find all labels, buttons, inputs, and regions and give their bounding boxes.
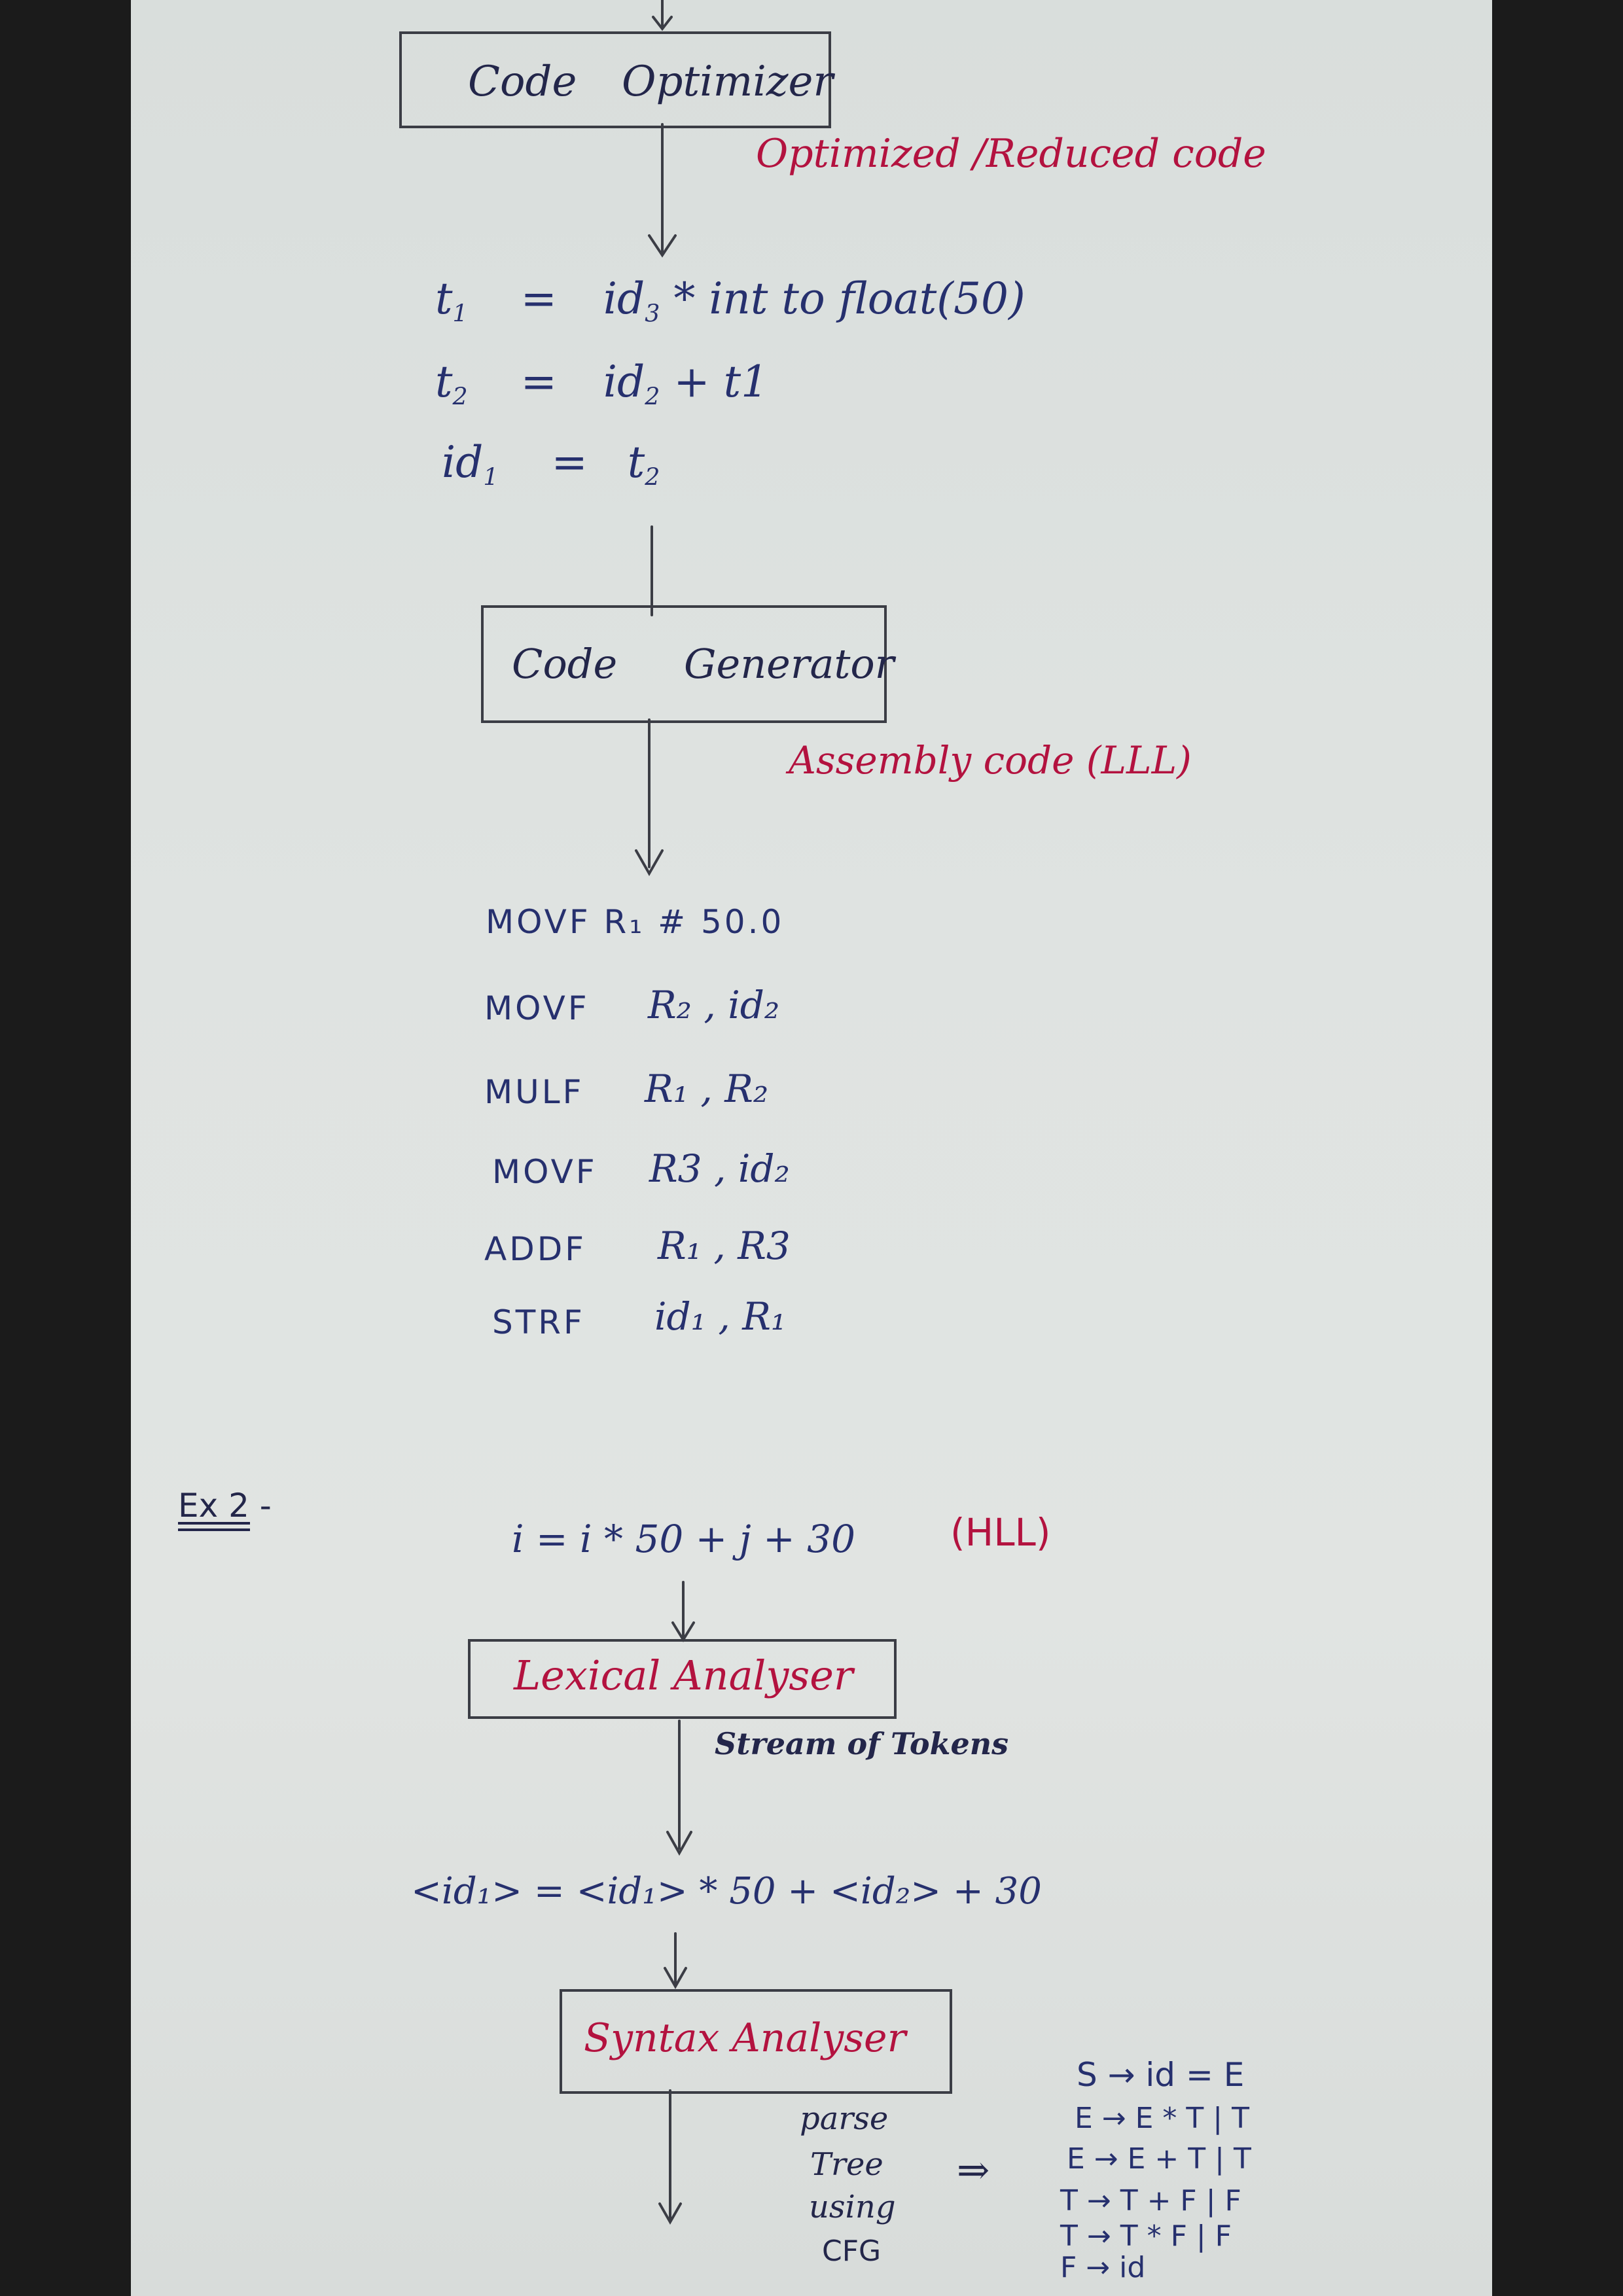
grammar-rule-4: T → T + F | F [1060, 2184, 1241, 2217]
parse-tree-annotation-1: parse [800, 2100, 889, 2137]
parse-tree-annotation-2: Tree [810, 2146, 883, 2183]
code-optimizer-label-2: Optimizer [622, 58, 833, 106]
assembly-args-4: R3 , id₂ [649, 1146, 790, 1191]
code-generator-label-1: Code [512, 640, 618, 688]
assembly-op-6: STRF [492, 1303, 585, 1341]
assembly-op-5: ADDF [484, 1230, 586, 1268]
parse-tree-annotation-3: using [809, 2189, 896, 2225]
assembly-line-1: MOVF R₁ # 50.0 [486, 903, 785, 941]
grammar-rule-2: E → E * T | T [1075, 2102, 1249, 2135]
grammar-rule-6: F → id [1060, 2251, 1146, 2284]
grammar-rule-5: T → T * F | F [1060, 2219, 1232, 2253]
assembly-args-6: id₁ , R₁ [654, 1294, 787, 1339]
optimized-code-annotation: Optimized /Reduced code [756, 131, 1266, 177]
syntax-analyser-label: Syntax Analyser [584, 2015, 906, 2061]
assembly-op-3: MULF [484, 1073, 584, 1111]
grammar-rule-3: E → E + T | T [1067, 2142, 1251, 2176]
notebook-page [131, 0, 1492, 2296]
implies-arrow: ⇒ [957, 2147, 990, 2193]
optimized-line-3: $id_1 = t_2$ [442, 437, 660, 491]
assembly-op-4: MOVF [492, 1153, 597, 1191]
stream-of-tokens-annotation: Stream of Tokens [715, 1726, 1009, 1761]
optimized-line-2: $t_2 = id_2 + t1$ [435, 357, 769, 411]
assembly-args-5: R₁ , R3 [658, 1224, 791, 1268]
assembly-args-2: R₂ , id₂ [648, 983, 780, 1027]
lexical-analyser-label: Lexical Analyser [514, 1651, 853, 1699]
optimized-line-1: $t_1 = id_3$ * int to float(50) [435, 274, 1026, 328]
parse-tree-annotation-4: CFG [822, 2234, 882, 2268]
assembly-op-2: MOVF [484, 989, 590, 1027]
code-generator-label-2: Generator [684, 640, 895, 688]
example-statement-tag: (HLL) [950, 1510, 1051, 1555]
assembly-args-3: R₁ , R₂ [645, 1067, 769, 1111]
grammar-rule-1: S → id = E [1077, 2056, 1245, 2094]
assembly-code-annotation: Assembly code (LLL) [789, 738, 1192, 783]
token-stream: <id₁> = <id₁> * 50 + <id₂> + 30 [411, 1870, 1042, 1913]
example-label: Ex 2 - [178, 1487, 272, 1525]
example-statement: i = i * 50 + j + 30 [512, 1517, 855, 1561]
code-optimizer-label-1: Code [468, 58, 577, 106]
